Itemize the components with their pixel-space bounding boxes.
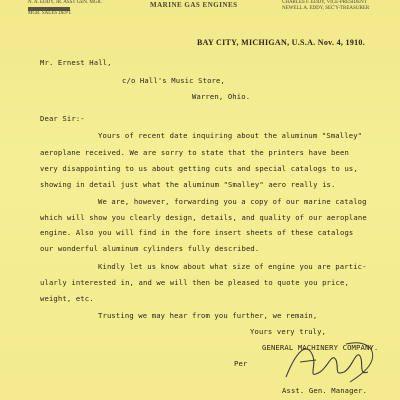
body-line: engine. Also you will find in the fore insert sheets of these catalogs [40, 228, 354, 237]
letterhead-left-line1: N. A. EDDY, JR. ASST GEN. MGR. [28, 0, 102, 5]
letterhead-officer-right [282, 0, 369, 12]
letterhead [0, 0, 400, 22]
body-line: Yours of recent date inquiring about the aluminum "Smalley" [98, 131, 363, 140]
body-line: weight, etc. [40, 294, 94, 303]
handwritten-signature [276, 332, 386, 387]
body-line: showing in detail just what the aluminum "Smalley" aero really is. [40, 180, 336, 189]
letterhead-left-line2: MGR. SALES DEPT. [28, 11, 72, 16]
letterhead-right-line2: NEWELL A. EDDY, SEC'Y-TREASURER [282, 6, 370, 11]
body-line: very disappointing to us about getting cuts and special catalogs to us, [40, 164, 358, 173]
complimentary-close: Yours very truly, [250, 327, 327, 336]
signer-title: Asst. Gen. Manager. [282, 386, 368, 395]
letterhead-officer-left [28, 0, 102, 17]
body-line: aeroplane received. We are sorry to state that the printers have been [40, 148, 349, 157]
company-name: GENERAL MACHINERY COMPANY. [262, 343, 379, 352]
recipient-line2: Warren, Ohio. [192, 92, 251, 101]
body-line: which will show you clearly design, details, and quality of our aeroplane [40, 213, 367, 222]
body-line: Kindly let us know about what size of engine you are partic- [98, 262, 367, 271]
per-label: Per [234, 359, 248, 368]
letterhead-product: MARINE GAS ENGINES [150, 1, 238, 9]
salutation: Dear Sir:- [40, 114, 85, 123]
body-line: ularly interested in, and we will then be pleased to quote you price, [40, 278, 349, 287]
body-line: We are, however, forwarding you a copy of our marine catalog [98, 197, 367, 206]
body-line: our wonderful aluminum cylinders fully described. [40, 244, 260, 253]
body-line: Trusting we may hear from you further, we remain, [98, 311, 318, 320]
letterhead-right-line1: CHARLES F. EDDY, VICE-PRESIDENT [282, 0, 367, 5]
recipient-name: Mr. Ernest Hall, [40, 58, 112, 67]
recipient-line1: c/o Hall's Music Store, [122, 76, 225, 85]
dateline: BAY CITY, MICHIGAN, U.S.A. Nov. 4, 1910. [197, 38, 366, 47]
